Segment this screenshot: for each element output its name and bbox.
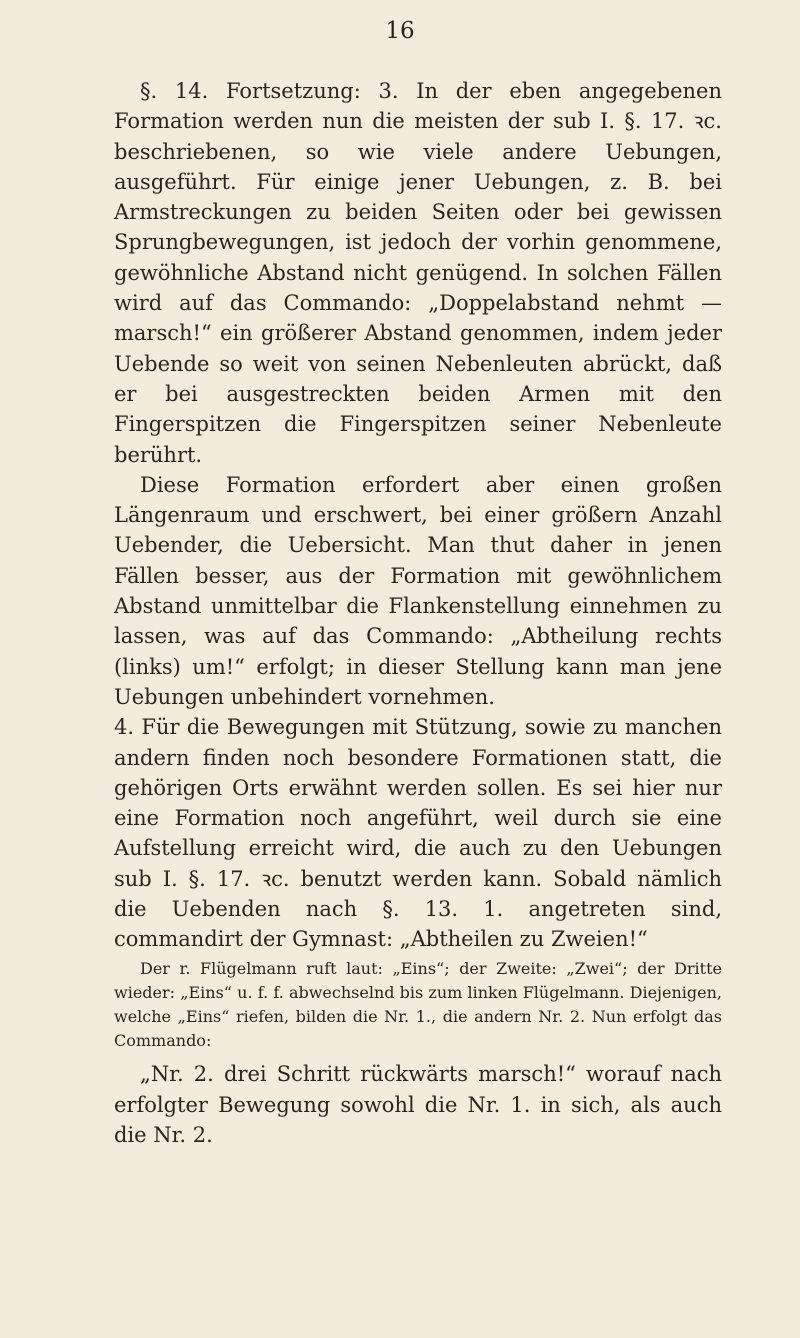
paragraph-point-4: 4. Für die Bewegungen mit Stützung, sowie zu manchen andern finden noch besondere Formationen statt, die gehörigen Orts erwähnt werden sollen. Es sei hier nur eine Formation noch angeführt, weil durch sie eine Aufstellung erreicht wird, die auch zu den Uebungen sub I. §. 17. ꝛc. benutzt werden kann. Sobald nämlich die Uebenden nach §. 13. 1. angetreten sind, commandirt der Gymnast: „Abtheilen zu Zweien!“ (114, 715, 722, 952)
body-text (114, 76, 722, 1150)
paragraph-command: „Nr. 2. drei Schritt rückwärts marsch!“ worauf nach erfolgter Bewegung sowohl die Nr. 1. in sich, als auch die Nr. 2. (114, 1062, 722, 1148)
paragraph-section-14: §. 14. Fortsetzung: 3. In der eben angegebenen Formation werden nun die meisten der sub I. §. 17. ꝛc. beschriebenen, so wie viele andere Uebungen, ausgeführt. Für einige jener Uebungen, z. B. bei Armstreckungen zu beiden Seiten oder bei gewissen Sprungbewegungen, ist jedoch der vorhin genommene, gewöhnliche Abstand nicht genügend. In solchen Fällen wird auf das Commando: „Doppelabstand nehmt — marsch!“ ein größerer Abstand genommen, indem jeder Uebende so weit von seinen Nebenleuten abrückt, daß er bei ausgestreckten beiden Armen mit den Fingerspitzen die Fingerspitzen seiner Nebenleute berührt. (114, 79, 722, 467)
page-number: 16 (385, 18, 415, 44)
paragraph-formation-note: Diese Formation erfordert aber einen großen Längenraum und erschwert, bei einer größern Anzahl Uebender, die Uebersicht. Man thut daher in jenen Fällen besser, aus der Formation mit gewöhnlichem Abstand unmittelbar die Flankenstellung einnehmen zu lassen, was auf das Commando: „Abtheilung rechts (links) um!“ erfolgt; in dieser Stellung kann man jene Uebungen unbehindert vornehmen. (114, 472, 722, 709)
footnote-counting: Der r. Flügelmann ruft laut: „Eins“; der Zweite: „Zwei“; der Dritte wieder: „Eins“ u. f. f. abwechselnd bis zum linken Flügelmann. Diejenigen, welche „Eins“ riefen, bilden die Nr. 1., die andern Nr. 2. Nun erfolgt das Commando: (114, 958, 722, 1051)
